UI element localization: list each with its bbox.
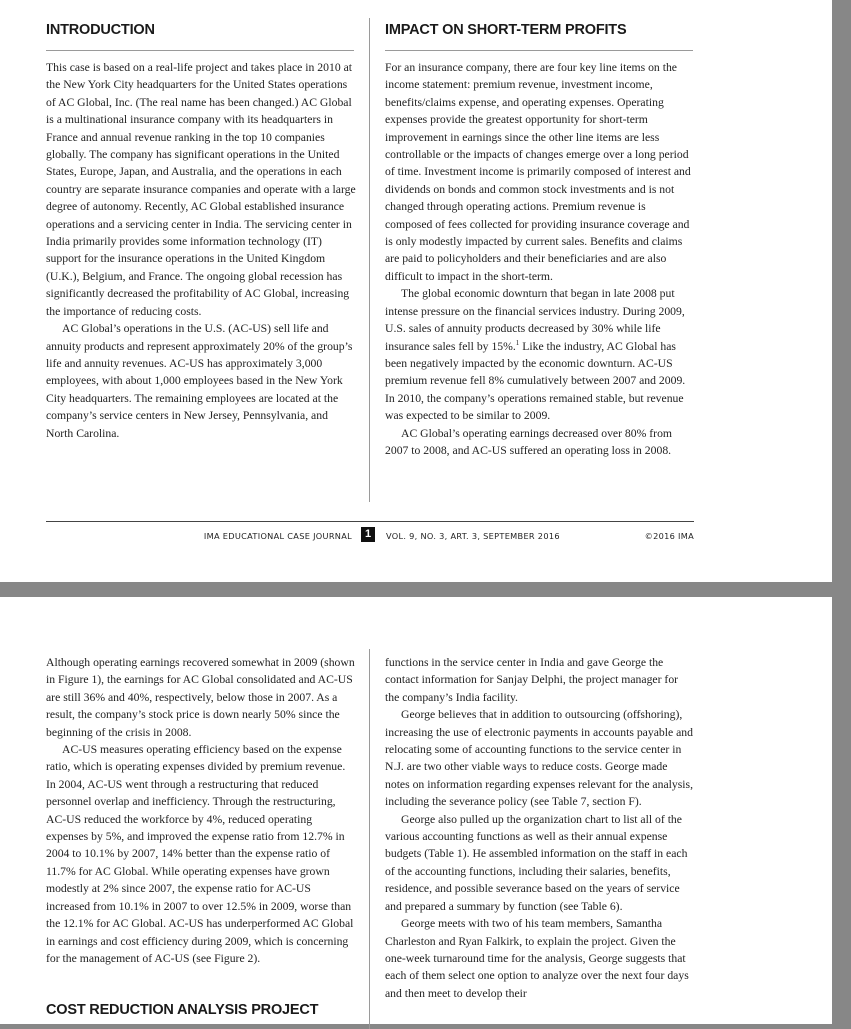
footnote-ref: 1 [515,338,520,347]
paragraph: AC Global’s operations in the U.S. (AC-US) sell life and annuity products and represent approximately 20% of the group’s life and annuity revenues. AC-US has approximately 3,000 employees, with about 1,000 employees based in the New York City headquarters. The remaining employees are located at the company’s service centers in New Jersey, Pennsylvania, and North Carolina. [46,322,353,440]
left-heading-rule [46,50,354,51]
impact-heading: IMPACT ON SHORT-TERM PROFITS [385,22,627,38]
introduction-heading: INTRODUCTION [46,22,155,38]
paragraph: AC Global’s operating earnings decreased over 80% from 2007 to 2008, and AC-US suffered an operating loss in 2008. [385,426,672,457]
paragraph: This case is based on a real-life project and takes place in 2010 at the New York City headquarters for the United States operations of AC Global, Inc. (The real name has been changed.) AC Global is a multinational insurance company with its headquarters in France and annual revenue ranking in the top 10 companies globally. The company has significant operations in the United States, Europe, Japan, and Australia, and the operations in each country are separate insurance companies and operate with a large degree of autonomy. Recently, AC Global established insurance operations and a servicing center in India. The servicing center in India primarily provides some information technology (IT) support for the insurance operations in the United Kingdom (U.K.), Belgium, and France. The ongoing global recession has significantly decreased the profitability of AC Global, increasing the importance of reducing costs. [46,61,356,318]
paragraph: George meets with two of his team members, Samantha Charleston and Ryan Falkirk, to explain the project. Given the one-week turnaround time for the analysis, George suggests that each of them select one option to analyze over the next four days and then meet to develop their [385,917,689,1000]
paragraph-text: Like the industry, AC Global has been negatively impacted by the economic downturn. AC-US premium revenue fell 8% cumulatively between 2007 and 2009. In 2010, the company’s operations remained stable, but revenue was expected to be similar to 2009. [385,339,686,423]
paragraph: functions in the service center in India and gave George the contact information for Sanjay Delphi, the project manager for the company’s India facility. [385,656,679,704]
copyright: ©2016 IMA [644,531,694,541]
document-page-2 [0,597,832,1024]
paragraph [385,285,693,424]
introduction-body [46,59,356,442]
column-divider [369,649,370,1029]
page2-left-body [46,654,356,967]
footer-rule [46,521,694,522]
paragraph-text: The global economic downturn that began in late 2008 put intense pressure on the financial services industry. During 2009, U.S. sales of annuity products decreased by 30% while life insurance sales fell by 15%. [385,287,685,353]
page2-right-body [385,654,693,1002]
journal-name: IMA EDUCATIONAL CASE JOURNAL [203,531,352,541]
paragraph: George believes that in addition to outsourcing (offshoring), increasing the use of electronic payments in accounts payable and relocating some of accounting functions to the service center in N.J. are two other viable ways to reduce costs. George made notes on information regarding expenses relevant for the analysis, including the severance policy (see Table 7, section F). [385,708,694,809]
column-divider [369,18,370,502]
impact-body [385,59,693,459]
paragraph: Although operating earnings recovered somewhat in 2009 (shown in Figure 1), the earnings for AC Global consolidated and AC-US are still 36% and 40%, respectively, below those in 2007. As a result, the company’s stock price is down nearly 50% since the beginning of the crisis in 2008. [46,656,355,739]
right-heading-rule [385,50,693,51]
paragraph: AC-US measures operating efficiency based on the expense ratio, which is operating expenses divided by premium revenue. In 2004, AC-US went through a restructuring that reduced personnel overlap and inefficiency. Through the restructuring, AC-US reduced the workforce by 4%, reduced operating expenses by 5%, and improved the expense ratio from 12.7% in 2004 to 10.1% by 2007, 14% better than the expense ratio of 11.7% for AC Global. While operating expenses have grown modestly at 2% since 2007, the expense ratio for AC-US increased from 10.1% in 2007 to over 12.5% in 2009, worse than the 12.1% for AC Global. AC-US has underperformed AC Global in earnings and cost efficiency during 2009, which is concerning for the management of AC-US (see Figure 2). [46,743,354,965]
paragraph: George also pulled up the organization chart to list all of the various accounting functions as well as their annual expense budgets (Table 1). He assembled information on the staff in each of the accounting functions, including their salaries, benefits, residence, and possible severance based on the years of service and prepared a summary by function (see Table 6). [385,812,688,913]
cost-reduction-heading: COST REDUCTION ANALYSIS PROJECT [46,1002,319,1018]
paragraph: For an insurance company, there are four key line items on the income statement: premium revenue, investment income, benefits/claims expense, and operating expenses. Operating expenses provide the greatest opportunity for short-term improvement in earnings since the other line items are less controllable or the impacts of changes emerge over a long period of time. Investment income is primarily composed of interest and dividends on bonds and common stock investments and is not changed through operating actions. Premium revenue is composed of fees collected for providing insurance coverage and is only modestly impacted by current sales. Benefits and claims are paid to policyholders and their beneficiaries and are also difficult to impact in the short-term. [385,61,691,283]
page-number-badge: 1 [361,527,375,542]
volume-info: VOL. 9, NO. 3, ART. 3, SEPTEMBER 2016 [386,531,560,541]
